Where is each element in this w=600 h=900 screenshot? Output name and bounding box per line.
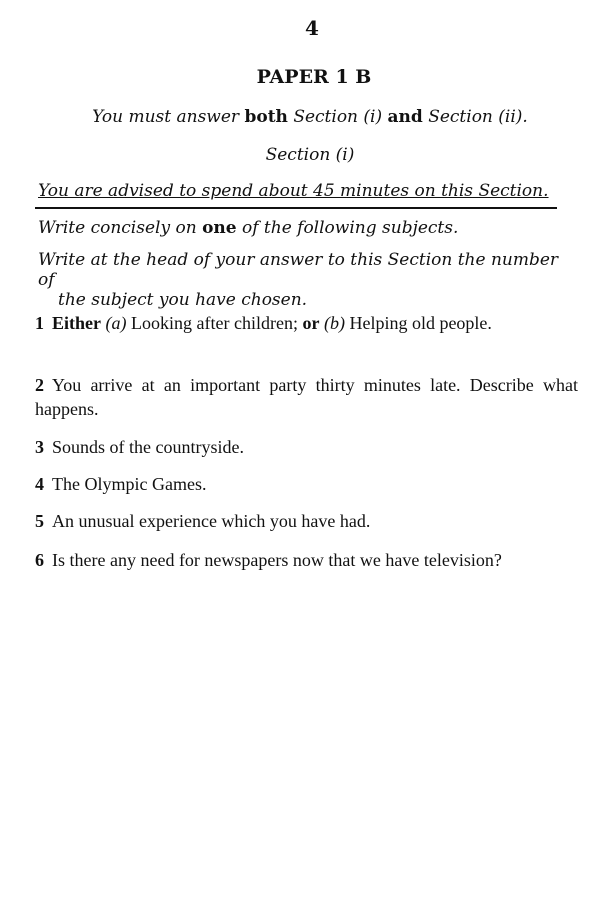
divider	[35, 207, 557, 209]
write-concisely-instruction	[38, 218, 458, 238]
write-head-instruction	[38, 250, 578, 310]
item-number: 1	[35, 313, 44, 333]
item-number: 5	[35, 511, 44, 531]
item-text: Is there any need for newspapers now that we have television?	[52, 550, 502, 570]
text: or	[302, 313, 320, 333]
item-text: The Olympic Games.	[52, 474, 207, 494]
time-advice	[38, 181, 558, 201]
item-number: 6	[35, 550, 44, 570]
paper-title: PAPER 1 B	[256, 66, 372, 88]
text: Helping old people.	[349, 313, 492, 333]
item-text: You arrive at an important party thirty minutes late. Describe what happens.	[35, 375, 578, 419]
text: Either	[52, 313, 101, 333]
subject-item-3	[35, 435, 578, 459]
text: Section	[293, 107, 359, 127]
text: Section	[428, 107, 493, 127]
answer-instruction	[10, 107, 600, 127]
text: both	[244, 107, 288, 127]
page-number: 4	[305, 16, 319, 40]
subject-item-5	[35, 509, 578, 533]
text: Write concisely on	[38, 218, 197, 238]
advice-text: You are advised to spend about 45 minutes on this Section.	[38, 181, 549, 201]
item-text: An unusual experience which you have had.	[52, 511, 371, 531]
subject-item-1	[35, 311, 578, 335]
text: and	[387, 107, 423, 127]
text: Write at the head of your answer to this Section the number of	[38, 250, 559, 290]
item-number: 3	[35, 437, 44, 457]
subject-item-4	[35, 472, 578, 496]
item-text: Sounds of the countryside.	[52, 437, 244, 457]
text: the subject you have chosen.	[58, 290, 308, 310]
text: (b)	[323, 313, 345, 333]
text: Looking after children;	[131, 313, 298, 333]
text: (ii).	[498, 107, 528, 127]
text: (i)	[363, 107, 383, 127]
section-heading: Section (i)	[265, 145, 355, 165]
text: (a)	[105, 313, 127, 333]
text: You must answer	[92, 107, 240, 127]
item-number: 4	[35, 474, 44, 494]
item-number: 2	[35, 375, 44, 395]
subject-item-6	[35, 548, 578, 572]
text: one	[202, 218, 237, 238]
subject-item-2	[35, 373, 578, 421]
text: of the following subjects.	[241, 218, 459, 238]
